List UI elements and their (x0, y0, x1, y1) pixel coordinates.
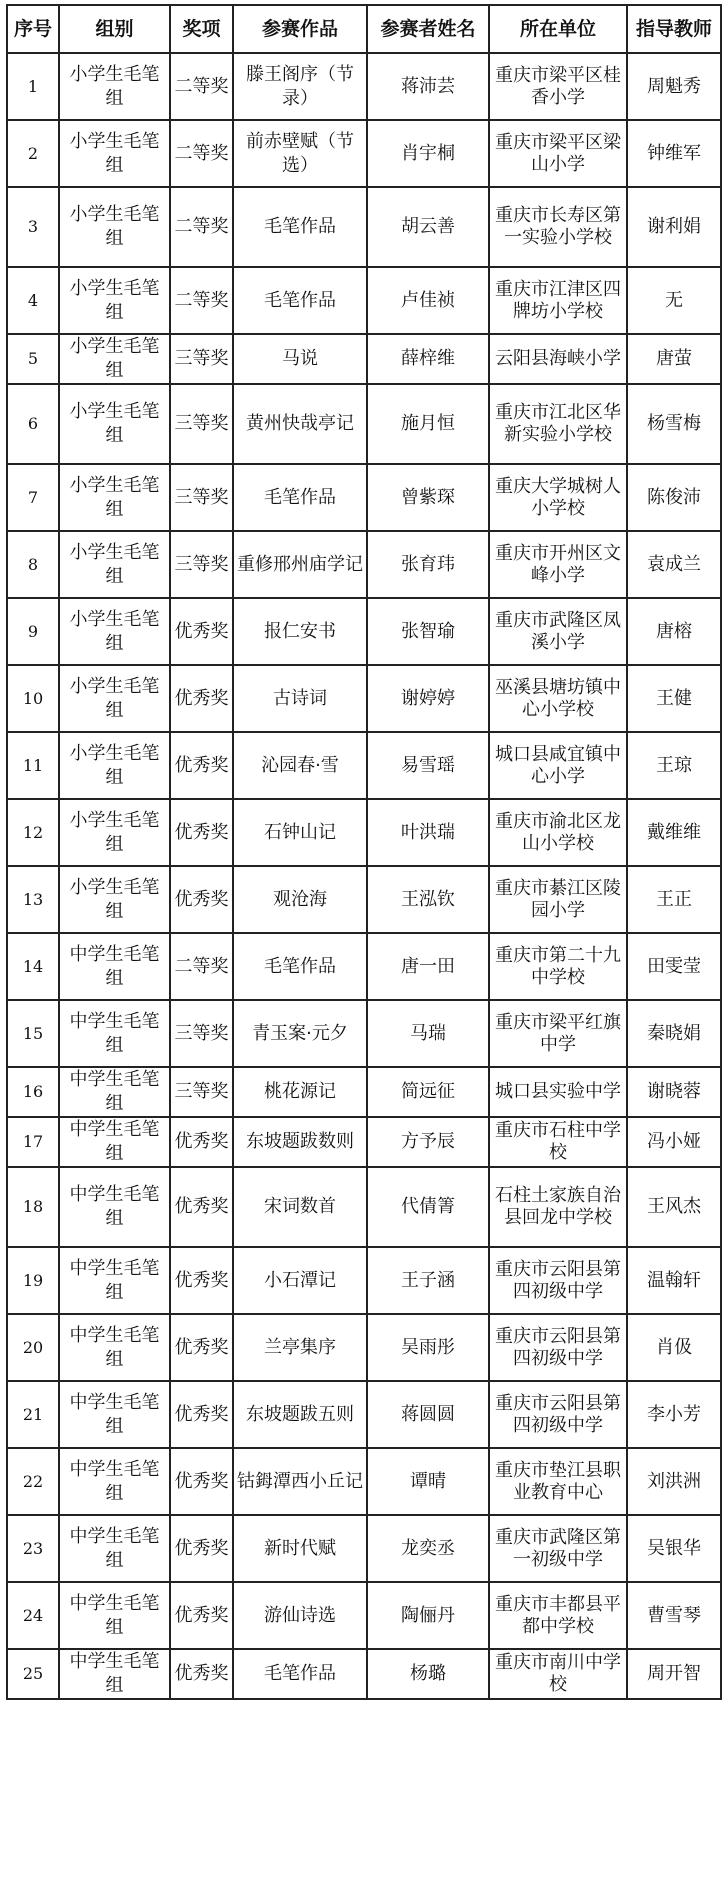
cell-group: 中学生毛笔组 (59, 1247, 170, 1314)
cell-teacher: 钟维军 (627, 120, 721, 187)
cell-teacher: 冯小娅 (627, 1117, 721, 1167)
cell-school: 重庆市江津区四牌坊小学校 (489, 267, 627, 334)
cell-group: 小学生毛笔组 (59, 334, 170, 384)
cell-group: 中学生毛笔组 (59, 1649, 170, 1699)
table-row (7, 1067, 721, 1117)
cell-work: 东坡题跋五则 (233, 1381, 367, 1448)
cell-work: 兰亭集序 (233, 1314, 367, 1381)
cell-name: 王子涵 (367, 1247, 489, 1314)
cell-work: 钴鉧潭西小丘记 (233, 1448, 367, 1515)
table-row (7, 1117, 721, 1167)
cell-teacher: 秦晓娟 (627, 1000, 721, 1067)
cell-work: 毛笔作品 (233, 1649, 367, 1699)
cell-name: 易雪瑶 (367, 732, 489, 799)
cell-index: 7 (7, 464, 59, 531)
cell-award: 二等奖 (170, 120, 233, 187)
table-row (7, 1381, 721, 1448)
cell-award: 三等奖 (170, 531, 233, 598)
cell-school: 重庆市第二十九中学校 (489, 933, 627, 1000)
cell-teacher: 袁成兰 (627, 531, 721, 598)
table-row (7, 1448, 721, 1515)
cell-name: 龙奕丞 (367, 1515, 489, 1582)
awards-table (6, 4, 722, 1700)
cell-award: 优秀奖 (170, 1167, 233, 1247)
cell-school: 重庆市开州区文峰小学 (489, 531, 627, 598)
table-row (7, 120, 721, 187)
cell-name: 曾紫琛 (367, 464, 489, 531)
cell-name: 王泓钦 (367, 866, 489, 933)
cell-school: 巫溪县塘坊镇中心小学校 (489, 665, 627, 732)
cell-award: 二等奖 (170, 933, 233, 1000)
cell-teacher: 唐萤 (627, 334, 721, 384)
cell-name: 施月恒 (367, 384, 489, 464)
table-row (7, 1167, 721, 1247)
cell-index: 8 (7, 531, 59, 598)
cell-award: 优秀奖 (170, 1117, 233, 1167)
cell-index: 25 (7, 1649, 59, 1699)
cell-award: 优秀奖 (170, 1649, 233, 1699)
cell-school: 重庆市江北区华新实验小学校 (489, 384, 627, 464)
cell-award: 三等奖 (170, 464, 233, 531)
cell-school: 重庆市梁平红旗中学 (489, 1000, 627, 1067)
cell-award: 优秀奖 (170, 1314, 233, 1381)
cell-group: 小学生毛笔组 (59, 120, 170, 187)
cell-index: 2 (7, 120, 59, 187)
cell-work: 小石潭记 (233, 1247, 367, 1314)
cell-index: 18 (7, 1167, 59, 1247)
cell-group: 中学生毛笔组 (59, 1448, 170, 1515)
cell-award: 优秀奖 (170, 732, 233, 799)
header-row (7, 5, 721, 53)
cell-group: 小学生毛笔组 (59, 53, 170, 120)
cell-school: 重庆市石柱中学校 (489, 1117, 627, 1167)
cell-teacher: 陈俊沛 (627, 464, 721, 531)
cell-teacher: 肖伋 (627, 1314, 721, 1381)
cell-name: 薛梓维 (367, 334, 489, 384)
cell-group: 中学生毛笔组 (59, 1582, 170, 1649)
cell-award: 优秀奖 (170, 799, 233, 866)
cell-name: 谭晴 (367, 1448, 489, 1515)
cell-school: 石柱土家族自治县回龙中学校 (489, 1167, 627, 1247)
cell-index: 20 (7, 1314, 59, 1381)
cell-teacher: 王风杰 (627, 1167, 721, 1247)
cell-name: 代倩箐 (367, 1167, 489, 1247)
cell-award: 优秀奖 (170, 1381, 233, 1448)
cell-index: 3 (7, 187, 59, 267)
cell-teacher: 唐榕 (627, 598, 721, 665)
cell-name: 陶俪丹 (367, 1582, 489, 1649)
cell-work: 毛笔作品 (233, 464, 367, 531)
cell-school: 重庆市长寿区第一实验小学校 (489, 187, 627, 267)
table-body (7, 53, 721, 1699)
cell-name: 方予辰 (367, 1117, 489, 1167)
cell-teacher: 戴维维 (627, 799, 721, 866)
cell-work: 新时代赋 (233, 1515, 367, 1582)
cell-teacher: 王健 (627, 665, 721, 732)
cell-teacher: 吴银华 (627, 1515, 721, 1582)
cell-group: 中学生毛笔组 (59, 1314, 170, 1381)
cell-index: 15 (7, 1000, 59, 1067)
cell-school: 重庆市渝北区龙山小学校 (489, 799, 627, 866)
cell-work: 石钟山记 (233, 799, 367, 866)
table-row (7, 267, 721, 334)
cell-group: 中学生毛笔组 (59, 1167, 170, 1247)
cell-name: 张智瑜 (367, 598, 489, 665)
cell-teacher: 李小芳 (627, 1381, 721, 1448)
cell-teacher: 曹雪琴 (627, 1582, 721, 1649)
cell-work: 游仙诗选 (233, 1582, 367, 1649)
cell-school: 城口县实验中学 (489, 1067, 627, 1117)
cell-index: 16 (7, 1067, 59, 1117)
cell-index: 23 (7, 1515, 59, 1582)
table-row (7, 1515, 721, 1582)
cell-school: 重庆市綦江区陵园小学 (489, 866, 627, 933)
cell-award: 二等奖 (170, 267, 233, 334)
cell-index: 24 (7, 1582, 59, 1649)
cell-award: 优秀奖 (170, 1247, 233, 1314)
cell-group: 小学生毛笔组 (59, 384, 170, 464)
cell-teacher: 周开智 (627, 1649, 721, 1699)
cell-award: 三等奖 (170, 384, 233, 464)
table-row (7, 665, 721, 732)
cell-name: 蒋圆圆 (367, 1381, 489, 1448)
cell-teacher: 杨雪梅 (627, 384, 721, 464)
table-row (7, 531, 721, 598)
cell-group: 小学生毛笔组 (59, 187, 170, 267)
cell-name: 肖宇桐 (367, 120, 489, 187)
cell-group: 小学生毛笔组 (59, 799, 170, 866)
cell-index: 21 (7, 1381, 59, 1448)
table-row (7, 1314, 721, 1381)
cell-group: 中学生毛笔组 (59, 1117, 170, 1167)
cell-school: 重庆市垫江县职业教育中心 (489, 1448, 627, 1515)
cell-index: 5 (7, 334, 59, 384)
cell-index: 14 (7, 933, 59, 1000)
cell-school: 重庆大学城树人小学校 (489, 464, 627, 531)
table-row (7, 187, 721, 267)
table-row (7, 1649, 721, 1699)
cell-work: 古诗词 (233, 665, 367, 732)
cell-work: 观沧海 (233, 866, 367, 933)
cell-award: 优秀奖 (170, 866, 233, 933)
cell-teacher: 田雯莹 (627, 933, 721, 1000)
cell-name: 马瑞 (367, 1000, 489, 1067)
cell-work: 滕王阁序（节录） (233, 53, 367, 120)
table-row (7, 1000, 721, 1067)
cell-group: 中学生毛笔组 (59, 1515, 170, 1582)
col-header-award: 奖项 (170, 5, 233, 53)
cell-award: 优秀奖 (170, 1448, 233, 1515)
col-header-teacher: 指导教师 (627, 5, 721, 53)
cell-name: 卢佳祯 (367, 267, 489, 334)
cell-work: 毛笔作品 (233, 933, 367, 1000)
cell-index: 13 (7, 866, 59, 933)
col-header-name: 参赛者姓名 (367, 5, 489, 53)
cell-index: 6 (7, 384, 59, 464)
cell-name: 张育玮 (367, 531, 489, 598)
cell-award: 三等奖 (170, 334, 233, 384)
table-row (7, 933, 721, 1000)
cell-work: 马说 (233, 334, 367, 384)
cell-award: 三等奖 (170, 1000, 233, 1067)
table-row (7, 1582, 721, 1649)
table-row (7, 334, 721, 384)
cell-school: 重庆市云阳县第四初级中学 (489, 1314, 627, 1381)
cell-name: 简远征 (367, 1067, 489, 1117)
cell-group: 小学生毛笔组 (59, 531, 170, 598)
cell-name: 杨璐 (367, 1649, 489, 1699)
cell-work: 前赤壁赋（节选） (233, 120, 367, 187)
cell-school: 重庆市武隆区凤溪小学 (489, 598, 627, 665)
cell-index: 12 (7, 799, 59, 866)
cell-work: 重修邢州庙学记 (233, 531, 367, 598)
table-row (7, 53, 721, 120)
cell-teacher: 温翰轩 (627, 1247, 721, 1314)
cell-school: 重庆市云阳县第四初级中学 (489, 1247, 627, 1314)
cell-teacher: 谢利娟 (627, 187, 721, 267)
cell-index: 11 (7, 732, 59, 799)
cell-name: 吴雨彤 (367, 1314, 489, 1381)
cell-name: 唐一田 (367, 933, 489, 1000)
cell-group: 小学生毛笔组 (59, 598, 170, 665)
cell-award: 二等奖 (170, 53, 233, 120)
cell-award: 优秀奖 (170, 1582, 233, 1649)
table-row (7, 598, 721, 665)
cell-work: 青玉案·元夕 (233, 1000, 367, 1067)
cell-name: 叶洪瑞 (367, 799, 489, 866)
cell-school: 重庆市南川中学校 (489, 1649, 627, 1699)
cell-group: 小学生毛笔组 (59, 267, 170, 334)
cell-index: 17 (7, 1117, 59, 1167)
cell-group: 中学生毛笔组 (59, 1381, 170, 1448)
cell-name: 谢婷婷 (367, 665, 489, 732)
table-row (7, 732, 721, 799)
cell-work: 毛笔作品 (233, 187, 367, 267)
col-header-group: 组别 (59, 5, 170, 53)
cell-work: 黄州快哉亭记 (233, 384, 367, 464)
table-row (7, 384, 721, 464)
cell-school: 重庆市梁平区梁山小学 (489, 120, 627, 187)
cell-work: 报仁安书 (233, 598, 367, 665)
cell-index: 10 (7, 665, 59, 732)
cell-group: 中学生毛笔组 (59, 1000, 170, 1067)
cell-work: 毛笔作品 (233, 267, 367, 334)
cell-group: 中学生毛笔组 (59, 933, 170, 1000)
cell-school: 重庆市梁平区桂香小学 (489, 53, 627, 120)
cell-school: 重庆市武隆区第一初级中学 (489, 1515, 627, 1582)
cell-work: 东坡题跋数则 (233, 1117, 367, 1167)
cell-teacher: 无 (627, 267, 721, 334)
cell-index: 9 (7, 598, 59, 665)
cell-name: 胡云善 (367, 187, 489, 267)
cell-award: 二等奖 (170, 187, 233, 267)
cell-school: 城口县咸宜镇中心小学 (489, 732, 627, 799)
cell-award: 优秀奖 (170, 1515, 233, 1582)
cell-index: 19 (7, 1247, 59, 1314)
cell-work: 桃花源记 (233, 1067, 367, 1117)
cell-index: 22 (7, 1448, 59, 1515)
cell-school: 重庆市丰都县平都中学校 (489, 1582, 627, 1649)
cell-name: 蒋沛芸 (367, 53, 489, 120)
cell-work: 宋词数首 (233, 1167, 367, 1247)
table-row (7, 464, 721, 531)
cell-teacher: 王正 (627, 866, 721, 933)
cell-index: 1 (7, 53, 59, 120)
col-header-work: 参赛作品 (233, 5, 367, 53)
table-row (7, 866, 721, 933)
table-row (7, 1247, 721, 1314)
cell-group: 小学生毛笔组 (59, 665, 170, 732)
cell-school: 重庆市云阳县第四初级中学 (489, 1381, 627, 1448)
col-header-index: 序号 (7, 5, 59, 53)
cell-teacher: 刘洪洲 (627, 1448, 721, 1515)
table-row (7, 799, 721, 866)
cell-award: 三等奖 (170, 1067, 233, 1117)
cell-index: 4 (7, 267, 59, 334)
cell-award: 优秀奖 (170, 598, 233, 665)
cell-teacher: 周魁秀 (627, 53, 721, 120)
cell-group: 中学生毛笔组 (59, 1067, 170, 1117)
cell-award: 优秀奖 (170, 665, 233, 732)
cell-group: 小学生毛笔组 (59, 866, 170, 933)
cell-school: 云阳县海峡小学 (489, 334, 627, 384)
cell-work: 沁园春·雪 (233, 732, 367, 799)
cell-group: 小学生毛笔组 (59, 732, 170, 799)
col-header-school: 所在单位 (489, 5, 627, 53)
cell-group: 小学生毛笔组 (59, 464, 170, 531)
cell-teacher: 谢晓蓉 (627, 1067, 721, 1117)
cell-teacher: 王琼 (627, 732, 721, 799)
